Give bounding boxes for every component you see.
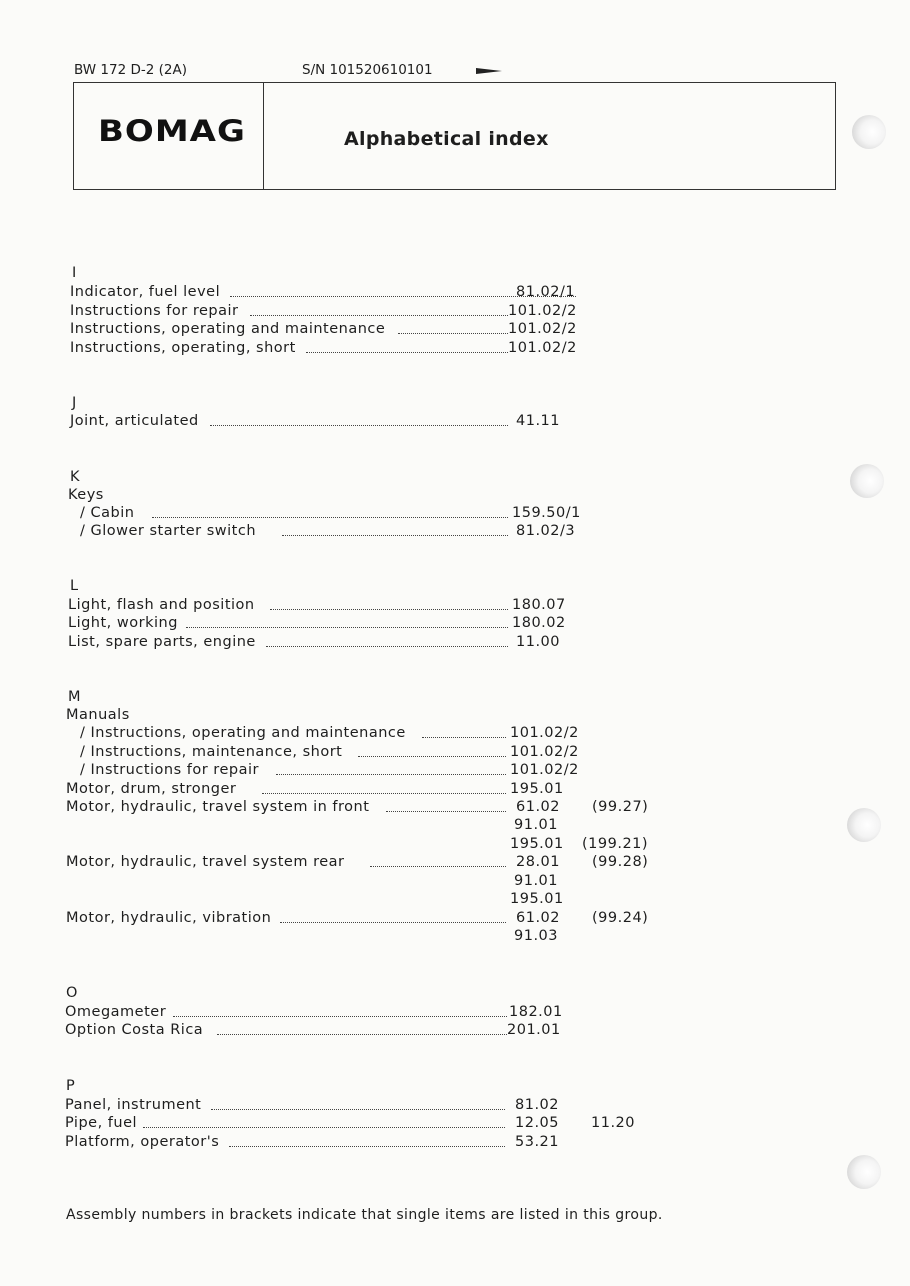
entry-ref: 101.02/2 <box>508 321 577 337</box>
entry-label: / Instructions, operating and maintenance <box>80 725 406 741</box>
section-letter: O <box>66 985 78 1001</box>
punch-hole-icon <box>847 808 881 842</box>
entry-ref: 81.02/1 <box>516 284 576 300</box>
dot-leader <box>266 646 508 647</box>
punch-hole-icon <box>847 1155 881 1189</box>
entry-ref: 101.02/2 <box>508 303 577 319</box>
dot-leader <box>398 333 508 334</box>
section-heading: Manuals <box>66 707 130 723</box>
entry-label: / Instructions, maintenance, short <box>80 744 343 760</box>
dot-leader <box>173 1016 507 1017</box>
entry-ref: 81.02/3 <box>516 523 576 539</box>
entry-ref: 101.02/2 <box>510 725 579 741</box>
entry-label: List, spare parts, engine <box>68 634 256 650</box>
entry-label: Platform, operator's <box>65 1134 220 1150</box>
section-letter: P <box>66 1078 76 1094</box>
dot-leader <box>386 811 506 812</box>
dot-leader <box>152 517 508 518</box>
serial-number: S/N 101520610101 <box>302 62 433 78</box>
punch-hole-icon <box>850 464 884 498</box>
entry-label: Instructions, operating, short <box>70 340 296 356</box>
dot-leader <box>280 922 506 923</box>
entry-label: Panel, instrument <box>65 1097 202 1113</box>
model-label: BW 172 D-2 (2A) <box>74 62 187 78</box>
entry-ref: 159.50/1 <box>512 505 581 521</box>
entry-label: / Instructions for repair <box>80 762 259 778</box>
entry-label: Omegameter <box>65 1004 167 1020</box>
entry-label: Option Costa Rica <box>65 1022 204 1038</box>
arrow-right-icon <box>476 68 502 74</box>
section-letter: L <box>70 578 79 594</box>
bomag-logo: BOMAG <box>98 114 246 149</box>
entry-ref: 53.21 <box>515 1134 560 1150</box>
entry-label: Motor, hydraulic, travel system rear <box>66 854 345 870</box>
entry-label: Pipe, fuel <box>65 1115 138 1131</box>
entry-label: / Cabin <box>80 505 135 521</box>
entry-ref: 91.01 <box>514 817 559 833</box>
entry-label: Indicator, fuel level <box>70 284 221 300</box>
entry-label: Light, flash and position <box>68 597 255 613</box>
entry-label: Motor, hydraulic, vibration <box>66 910 272 926</box>
header-box <box>73 82 836 190</box>
entry-ref: 91.03 <box>514 928 559 944</box>
entry-ref: 81.02 <box>515 1097 560 1113</box>
section-letter: J <box>72 395 77 411</box>
dot-leader <box>143 1127 505 1128</box>
dot-leader <box>250 315 508 316</box>
entry-ref: 182.01 <box>509 1004 563 1020</box>
entry-extra: (99.24) <box>592 910 649 926</box>
dot-leader <box>211 1109 505 1110</box>
section-heading: Keys <box>68 487 104 503</box>
entry-extra: (99.28) <box>592 854 649 870</box>
entry-ref: 101.02/2 <box>508 340 577 356</box>
document-meta <box>74 62 433 78</box>
footnote: Assembly numbers in brackets indicate that single items are listed in this group. <box>66 1207 663 1223</box>
entry-label: Light, working <box>68 615 178 631</box>
entry-extra: (199.21) <box>582 836 649 852</box>
dot-leader <box>229 1146 505 1147</box>
dot-leader <box>422 737 506 738</box>
dot-leader <box>210 425 508 426</box>
dot-leader <box>262 793 506 794</box>
section-letter: K <box>70 469 81 485</box>
section-letter: I <box>72 265 77 281</box>
entry-ref: 195.01 <box>510 891 564 907</box>
dot-leader <box>217 1034 507 1035</box>
entry-extra: (99.27) <box>592 799 649 815</box>
entry-ref: 91.01 <box>514 873 559 889</box>
entry-ref: 180.02 <box>512 615 566 631</box>
dot-leader <box>282 535 508 536</box>
entry-ref: 61.02 <box>516 799 561 815</box>
entry-ref: 12.05 <box>515 1115 560 1131</box>
entry-label: / Glower starter switch <box>80 523 257 539</box>
dot-leader <box>370 866 506 867</box>
entry-ref: 11.00 <box>516 634 561 650</box>
dot-leader <box>276 774 506 775</box>
entry-ref: 201.01 <box>507 1022 561 1038</box>
page-title: Alphabetical index <box>344 128 549 150</box>
entry-ref: 61.02 <box>516 910 561 926</box>
entry-ref: 195.01 <box>510 836 564 852</box>
dot-leader <box>306 352 508 353</box>
entry-extra: 11.20 <box>591 1115 636 1131</box>
entry-ref: 195.01 <box>510 781 564 797</box>
header-divider <box>263 83 264 189</box>
dot-leader <box>270 609 508 610</box>
entry-label: Instructions for repair <box>70 303 239 319</box>
entry-label: Motor, hydraulic, travel system in front <box>66 799 370 815</box>
dot-leader <box>358 756 506 757</box>
entry-label: Instructions, operating and maintenance <box>70 321 386 337</box>
entry-label: Motor, drum, stronger <box>66 781 237 797</box>
entry-ref: 180.07 <box>512 597 566 613</box>
punch-hole-icon <box>852 115 886 149</box>
entry-ref: 28.01 <box>516 854 561 870</box>
entry-label: Joint, articulated <box>70 413 199 429</box>
entry-ref: 101.02/2 <box>510 762 579 778</box>
dot-leader <box>186 627 508 628</box>
entry-ref: 101.02/2 <box>510 744 579 760</box>
entry-ref: 41.11 <box>516 413 561 429</box>
section-letter: M <box>68 689 82 705</box>
